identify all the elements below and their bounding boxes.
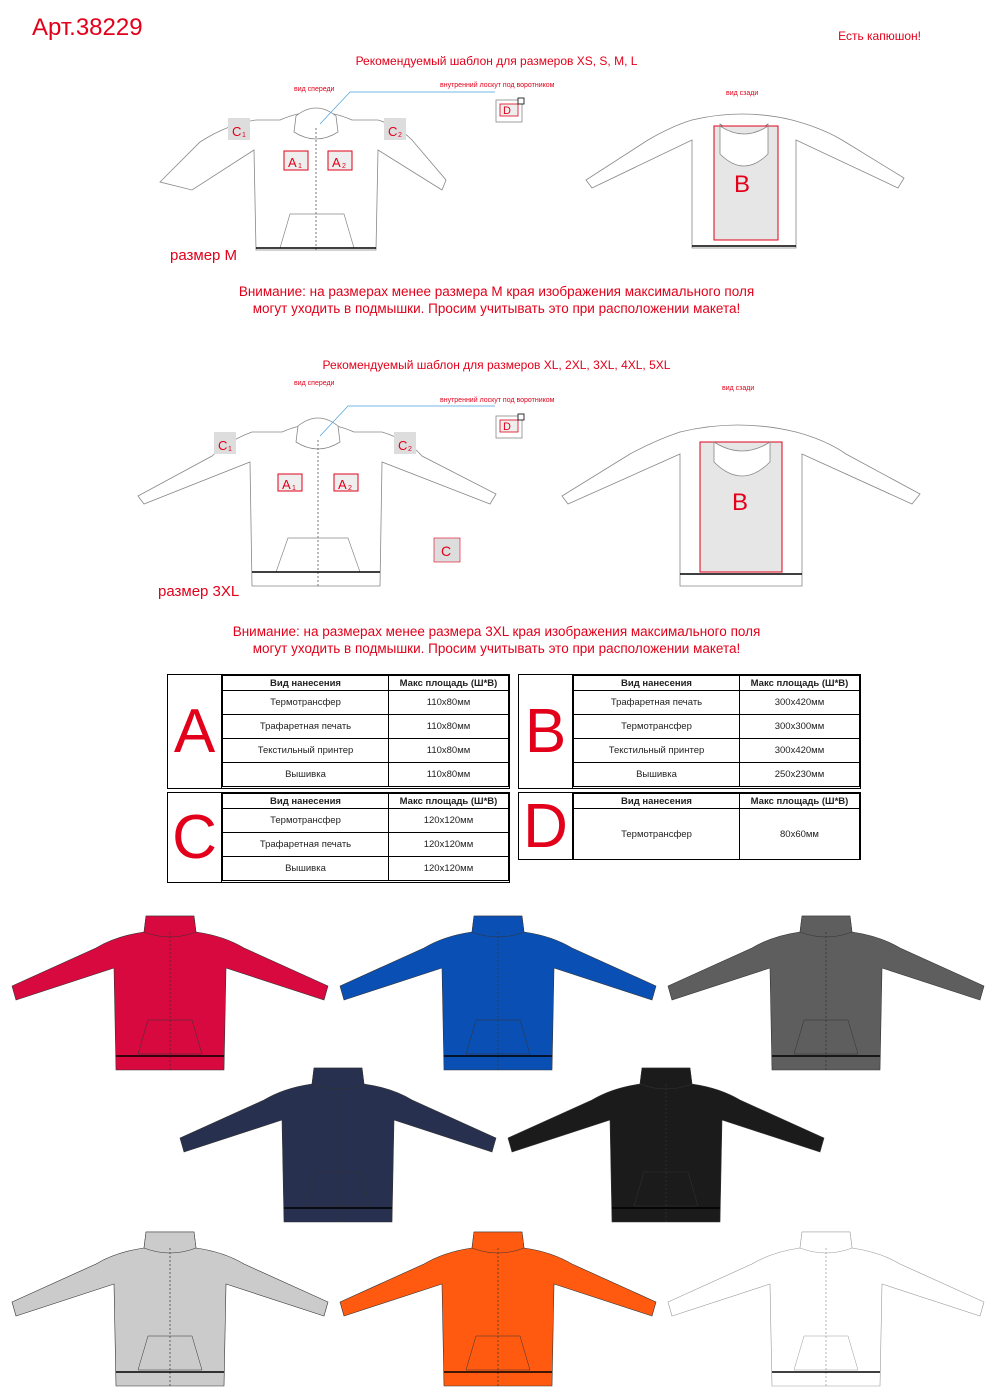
template1-warning-2: могут уходить в подмышки. Просим учитывать это при расположении макета!	[252, 301, 741, 316]
table-a-cell: 110x80мм	[389, 763, 509, 787]
table-c-header-method: Вид нанесения	[223, 794, 389, 809]
table-c-cell: Вышивка	[223, 857, 389, 881]
table-b-cell: 300x420мм	[740, 739, 860, 763]
svg-text:A: A	[338, 477, 347, 492]
table-b-cell: 300x420мм	[740, 691, 860, 715]
svg-text:1: 1	[292, 485, 296, 492]
table-a-header-method: Вид нанесения	[223, 676, 389, 691]
table-a-cell: Трафаретная печать	[223, 715, 389, 739]
svg-text:C: C	[232, 124, 242, 139]
table-c-cell: Трафаретная печать	[223, 833, 389, 857]
svg-text:2: 2	[348, 485, 352, 492]
table-a-header-area: Макс площадь (Ш*В)	[389, 676, 509, 691]
svg-text:2: 2	[408, 446, 412, 453]
template2-collar-patch	[494, 414, 526, 442]
color-variant-jacket	[666, 912, 986, 1072]
table-b-cell: Вышивка	[574, 763, 740, 787]
table-c-header-area: Макс площадь (Ш*В)	[389, 794, 509, 809]
template2-back-label: вид сзади	[722, 385, 755, 392]
template2-size-label: размер 3XL	[158, 583, 240, 600]
template1-collar-patch	[494, 98, 526, 126]
article-title: Арт.38229	[32, 14, 143, 41]
template2-back-jacket	[556, 414, 926, 590]
svg-text:D: D	[503, 105, 511, 117]
template2-leader-line	[320, 400, 520, 440]
table-b	[518, 674, 861, 789]
table-c-cell: 120x120мм	[389, 833, 509, 857]
table-a-cell: 110x80мм	[389, 739, 509, 763]
template2-warning-2: могут уходить в подмышки. Просим учитывать это при расположении макета!	[252, 641, 741, 656]
table-b-cell: Термотрансфер	[574, 715, 740, 739]
table-a-cell: 110x80мм	[389, 691, 509, 715]
table-c-cell: Термотрансфер	[223, 809, 389, 833]
table-c-cell: 120x120мм	[389, 857, 509, 881]
color-variant-jacket	[338, 912, 658, 1072]
svg-text:1: 1	[242, 132, 246, 139]
table-d-cell: 80x60мм	[740, 809, 860, 860]
table-b-cell: Текстильный принтер	[574, 739, 740, 763]
table-a	[167, 674, 510, 789]
table-c	[167, 792, 510, 883]
table-a-letter: A	[168, 675, 222, 788]
table-a-cell: Термотрансфер	[223, 691, 389, 715]
table-c-cell: 120x120мм	[389, 809, 509, 833]
hood-note: Есть капюшон!	[838, 29, 921, 43]
svg-text:C: C	[388, 124, 398, 139]
template1-back-label: вид сзади	[726, 90, 759, 97]
template1-front-label: вид спереди	[294, 86, 335, 93]
table-b-letter: B	[519, 675, 573, 788]
table-d-letter: D	[519, 793, 573, 859]
template1-warning-1: Внимание: на размерах менее размера M края изображения максимального поля	[238, 284, 755, 299]
svg-text:B: B	[732, 489, 749, 516]
table-b-cell: Трафаретная печать	[574, 691, 740, 715]
table-a-cell: 110x80мм	[389, 715, 509, 739]
table-c-letter: C	[168, 793, 222, 882]
table-d	[518, 792, 861, 860]
table-b-cell: 250x230мм	[740, 763, 860, 787]
table-b-header-method: Вид нанесения	[574, 676, 740, 691]
template1-leader-line	[320, 88, 520, 128]
svg-text:2: 2	[342, 163, 346, 170]
table-b-header-area: Макс площадь (Ш*В)	[740, 676, 860, 691]
color-variant-jacket	[10, 1228, 330, 1388]
template1-size-label: размер M	[170, 247, 238, 264]
table-a-cell: Вышивка	[223, 763, 389, 787]
svg-text:A: A	[288, 155, 297, 170]
svg-text:D: D	[503, 421, 511, 433]
template1-title: Рекомендуемый шаблон для размеров XS, S, M, L	[355, 54, 638, 68]
svg-text:A: A	[282, 477, 291, 492]
template2-warning-1: Внимание: на размерах менее размера 3XL края изображения максимального поля	[232, 624, 761, 639]
color-variant-jacket	[506, 1064, 826, 1224]
table-d-header-area: Макс площадь (Ш*В)	[740, 794, 860, 809]
svg-text:A: A	[332, 155, 341, 170]
color-variant-jacket	[666, 1228, 986, 1388]
svg-text:C: C	[398, 438, 408, 453]
svg-text:C: C	[441, 543, 452, 559]
svg-text:2: 2	[398, 132, 402, 139]
template1-collar-label: внутренний лоскут под воротником	[440, 82, 555, 89]
color-variant-jacket	[338, 1228, 658, 1388]
table-d-cell: Термотрансфер	[574, 809, 740, 860]
template2-collar-label: внутренний лоскут под воротником	[440, 397, 555, 404]
svg-text:B: B	[734, 171, 751, 198]
template2-front-label: вид спереди	[294, 380, 335, 387]
svg-text:C: C	[218, 438, 228, 453]
color-variant-jacket	[178, 1064, 498, 1224]
table-a-cell: Текстильный принтер	[223, 739, 389, 763]
table-b-cell: 300x300мм	[740, 715, 860, 739]
svg-text:1: 1	[298, 163, 302, 170]
template1-back-jacket	[582, 98, 912, 258]
table-d-header-method: Вид нанесения	[574, 794, 740, 809]
svg-text:1: 1	[228, 446, 232, 453]
template2-title: Рекомендуемый шаблон для размеров XL, 2XL, 3XL, 4XL, 5XL	[322, 358, 671, 372]
color-variant-jacket	[10, 912, 330, 1072]
